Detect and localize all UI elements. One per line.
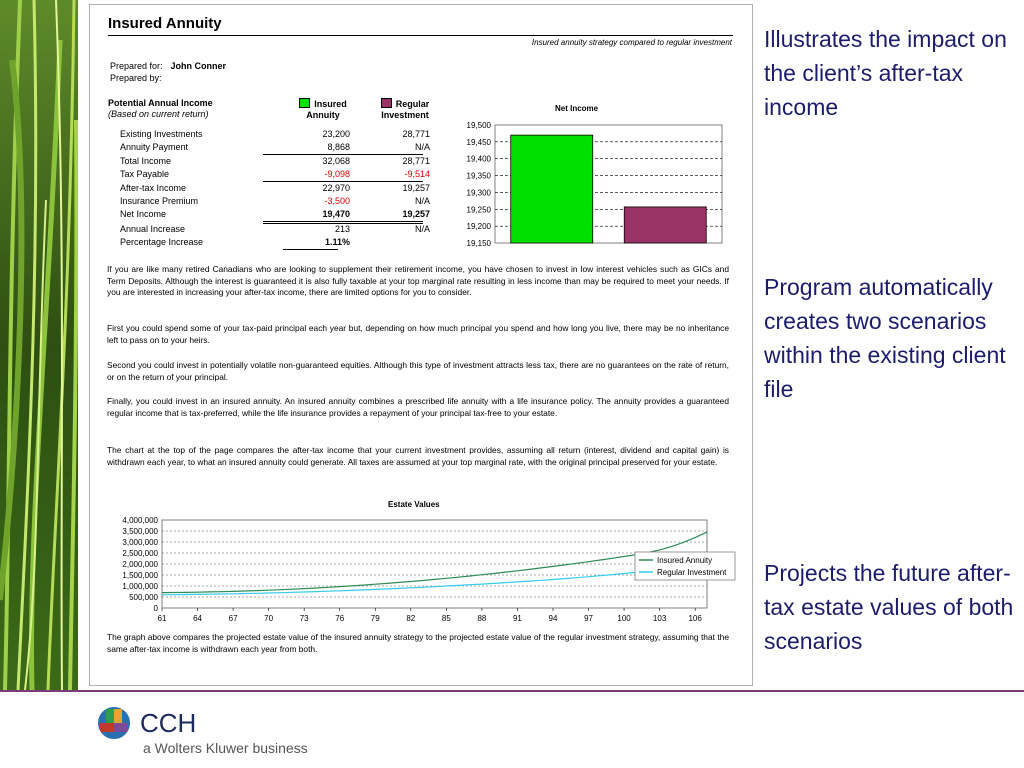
callout-bottom: Projects the future after-tax estate values of both scenarios [764,560,1014,654]
y-tick-label: 500,000 [129,593,158,602]
footer-rule [0,690,1024,692]
callout-middle: Program automatically creates two scenarios within the existing client file [764,274,1006,402]
y-tick-label: 19,400 [466,154,491,164]
x-tick-label: 85 [441,614,451,623]
cch-logo-icon [95,704,133,742]
table-rule [283,249,338,250]
y-tick-label: 1,500,000 [122,571,158,580]
x-tick-label: 67 [228,614,238,623]
table-row: Insurance Premium -3,500 N/A [120,196,430,206]
brand-name: CCH [140,708,197,738]
table-header: Potential Annual Income [108,98,213,108]
footer-paragraph: The graph above compares the projected estate value of the insured annuity strategy to the projected estate value of the regular investment strategy, assuming that the same after-tax income is withdrawn each year from both. [107,632,729,654]
x-tick-label: 76 [335,614,345,623]
title-rule [108,35,733,36]
x-tick-label: 64 [193,614,202,623]
prepared-by [110,73,162,83]
y-tick-label: 0 [153,604,158,613]
y-tick-label: 2,000,000 [122,560,158,569]
table-row: Annual Increase 213 N/A [120,224,430,234]
table-subheader: (Based on current return) [108,109,209,119]
table-rule [263,221,423,222]
table-rule [263,181,423,182]
x-tick-label: 73 [299,614,309,623]
net-income-chart [440,117,730,247]
x-tick-label: 79 [370,614,380,623]
y-tick-label: 19,450 [466,137,491,147]
table-row: Existing Investments 23,200 28,771 [120,129,430,139]
x-tick-label: 82 [406,614,416,623]
legend-label: Insured Annuity [657,556,713,565]
table-rule [263,154,423,155]
table-row: Annuity Payment 8,868 N/A [120,142,430,152]
y-tick-label: 4,000,000 [122,516,158,525]
legend-swatch-regular [381,98,392,108]
y-tick-label: 19,300 [466,188,491,198]
brand-tagline: a Wolters Kluwer business [143,740,308,756]
legend-label: Regular Investment [657,568,727,577]
callout-top: Illustrates the impact on the client’s after-tax income [764,26,1007,120]
col-header-insured: Insured Annuity [278,98,368,121]
x-tick-label: 100 [617,614,631,623]
y-tick-label: 1,000,000 [122,582,158,591]
paragraph: Finally, you could invest in an insured annuity. An insured annuity combines a prescribed life annuity with a life insurance policy. The annuity provides a guaranteed regular income that is tax-preferred, while the life insurance provides a repayment of your principal tax-free to your estate. [107,396,729,418]
x-tick-label: 106 [688,614,702,623]
x-tick-label: 97 [584,614,593,623]
table-row: Total Income 32,068 28,771 [120,156,430,166]
y-tick-label: 3,000,000 [122,538,158,547]
y-tick-label: 19,500 [466,121,491,130]
x-tick-label: 94 [548,614,558,623]
x-tick-label: 70 [264,614,274,623]
y-tick-label: 19,350 [466,171,491,181]
table-row: Net Income 19,470 19,257 [120,209,430,219]
net-income-chart-title: Net Income [555,104,599,113]
paragraph: The chart at the top of the page compares the after-tax income that your current investment provides, assuming all return (interest, dividend and capital gain) is withdrawn each year, to what an insured annuity could generate. All taxes are assumed at your top marginal rate, with the original principal preserved for your estate. [107,445,729,467]
y-tick-label: 19,200 [466,222,491,232]
table-row: Percentage Increase 1.11% [120,237,350,247]
x-tick-label: 61 [157,614,167,623]
prepared-for-label: Prepared for: [110,61,163,71]
report-document [89,4,753,686]
paragraph: If you are like many retired Canadians who are looking to supplement their retirement income, you have chosen to invest in low interest vehicles such as GICs and Term Deposits. Although the interest is guaranteed it is also fully taxable at your top marginal rate resulting in less income than may be required to meet your needs. If you are interested in increasing your after-tax income, there are limited options for you to consider. [107,264,729,298]
prepared-for [110,61,226,71]
bar-regular-investment [624,207,706,243]
legend-swatch-insured [299,98,310,108]
paragraph: Second you could invest in potentially volatile non-guaranteed equities. Although this type of investment attracts less tax, there are no guarantees on the rate of return, or on the return of your principal. [107,360,729,382]
x-tick-label: 91 [512,614,522,623]
bar-insured-annuity [511,135,593,243]
estate-values-chart [100,512,740,630]
prepared-by-label: Prepared by: [110,73,162,83]
estate-chart-title: Estate Values [388,500,440,509]
report-title: Insured Annuity [108,15,222,32]
y-tick-label: 19,250 [466,205,491,215]
col-header-regular: Regular Investment [381,99,430,120]
report-subtitle: Insured annuity strategy compared to regular investment [531,38,732,47]
table-row: After-tax Income 22,970 19,257 [120,183,430,193]
grass-image [0,0,78,690]
prepared-for-value: John Conner [170,61,227,71]
x-tick-label: 88 [477,614,487,623]
grass-illustration [0,0,78,690]
y-tick-label: 19,150 [466,239,491,247]
y-tick-label: 3,500,000 [122,527,158,536]
table-row: Tax Payable -9,098 -9,514 [120,169,430,179]
x-tick-label: 103 [652,614,667,623]
y-tick-label: 2,500,000 [122,549,158,558]
paragraph: First you could spend some of your tax-paid principal each year but, depending on how much principal you spend and how long you live, there may be no inheritance left to pass on to your heirs. [107,323,729,345]
